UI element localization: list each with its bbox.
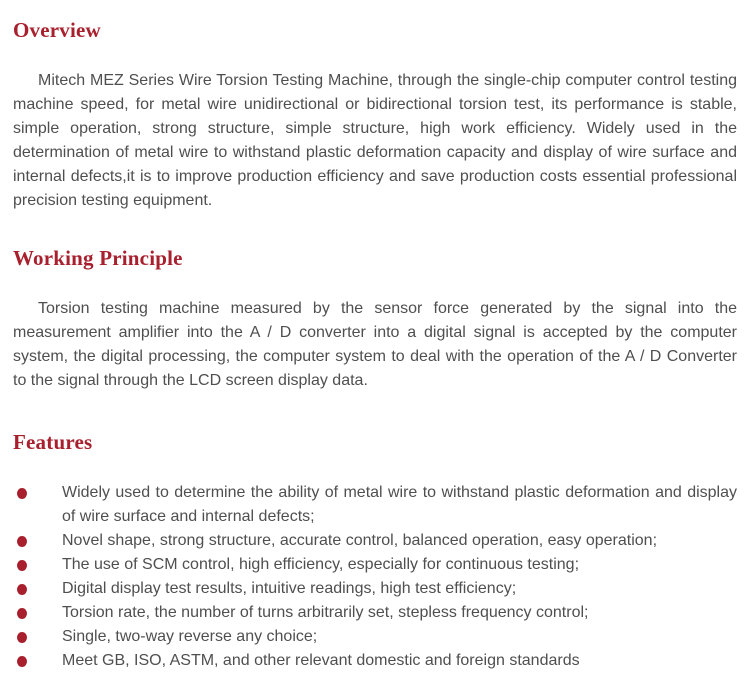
- feature-text: Single, two-way reverse any choice;: [62, 628, 318, 645]
- section-overview: [13, 17, 737, 213]
- list-item: [13, 481, 737, 529]
- section-heading-working-principle: Working Principle: [13, 246, 183, 270]
- feature-text: The use of SCM control, high efficiency, especially for continuous testing;: [62, 556, 580, 573]
- bullet-icon: [17, 536, 27, 547]
- working-principle-paragraph: Torsion testing machine measured by the sensor force generated by the signal into the measurement amplifier into the A / D converter into a digital signal is accepted by the computer system, the digital processing, the computer system to deal with the operation of the A / D Converter to the signal through the LCD screen display data.: [13, 300, 737, 389]
- list-item: [13, 649, 737, 673]
- feature-text: Widely used to determine the ability of metal wire to withstand plastic deformation and display of wire surface and internal defects;: [62, 484, 737, 525]
- feature-list: [13, 481, 737, 673]
- feature-text: Meet GB, ISO, ASTM, and other relevant domestic and foreign standards: [62, 652, 580, 669]
- list-item: [13, 529, 737, 553]
- section-working-principle: [13, 245, 737, 393]
- bullet-icon: [17, 632, 27, 643]
- bullet-icon: [17, 608, 27, 619]
- bullet-icon: [17, 656, 27, 667]
- section-heading-features: Features: [13, 430, 93, 454]
- feature-text: Digital display test results, intuitive readings, high test efficiency;: [62, 580, 517, 597]
- bullet-icon: [17, 560, 27, 571]
- list-item: [13, 577, 737, 601]
- bullet-icon: [17, 488, 27, 499]
- list-item: [13, 625, 737, 649]
- overview-paragraph: Mitech MEZ Series Wire Torsion Testing Machine, through the single-chip computer control testing machine speed, for metal wire unidirectional or bidirectional torsion test, its performance is stable, simple operation, strong structure, simple structure, high work efficiency. Widely used in the determination of metal wire to withstand plastic deformation capacity and display of wire surface and internal defects,it is to improve production efficiency and save production costs essential professional precision testing equipment.: [13, 72, 737, 209]
- feature-text: Torsion rate, the number of turns arbitrarily set, stepless frequency control;: [62, 604, 589, 621]
- list-item: [13, 601, 737, 625]
- bullet-icon: [17, 584, 27, 595]
- list-item: [13, 553, 737, 577]
- section-heading-overview: Overview: [13, 18, 101, 42]
- feature-text: Novel shape, strong structure, accurate control, balanced operation, easy operation;: [62, 532, 658, 549]
- section-features: [13, 429, 737, 673]
